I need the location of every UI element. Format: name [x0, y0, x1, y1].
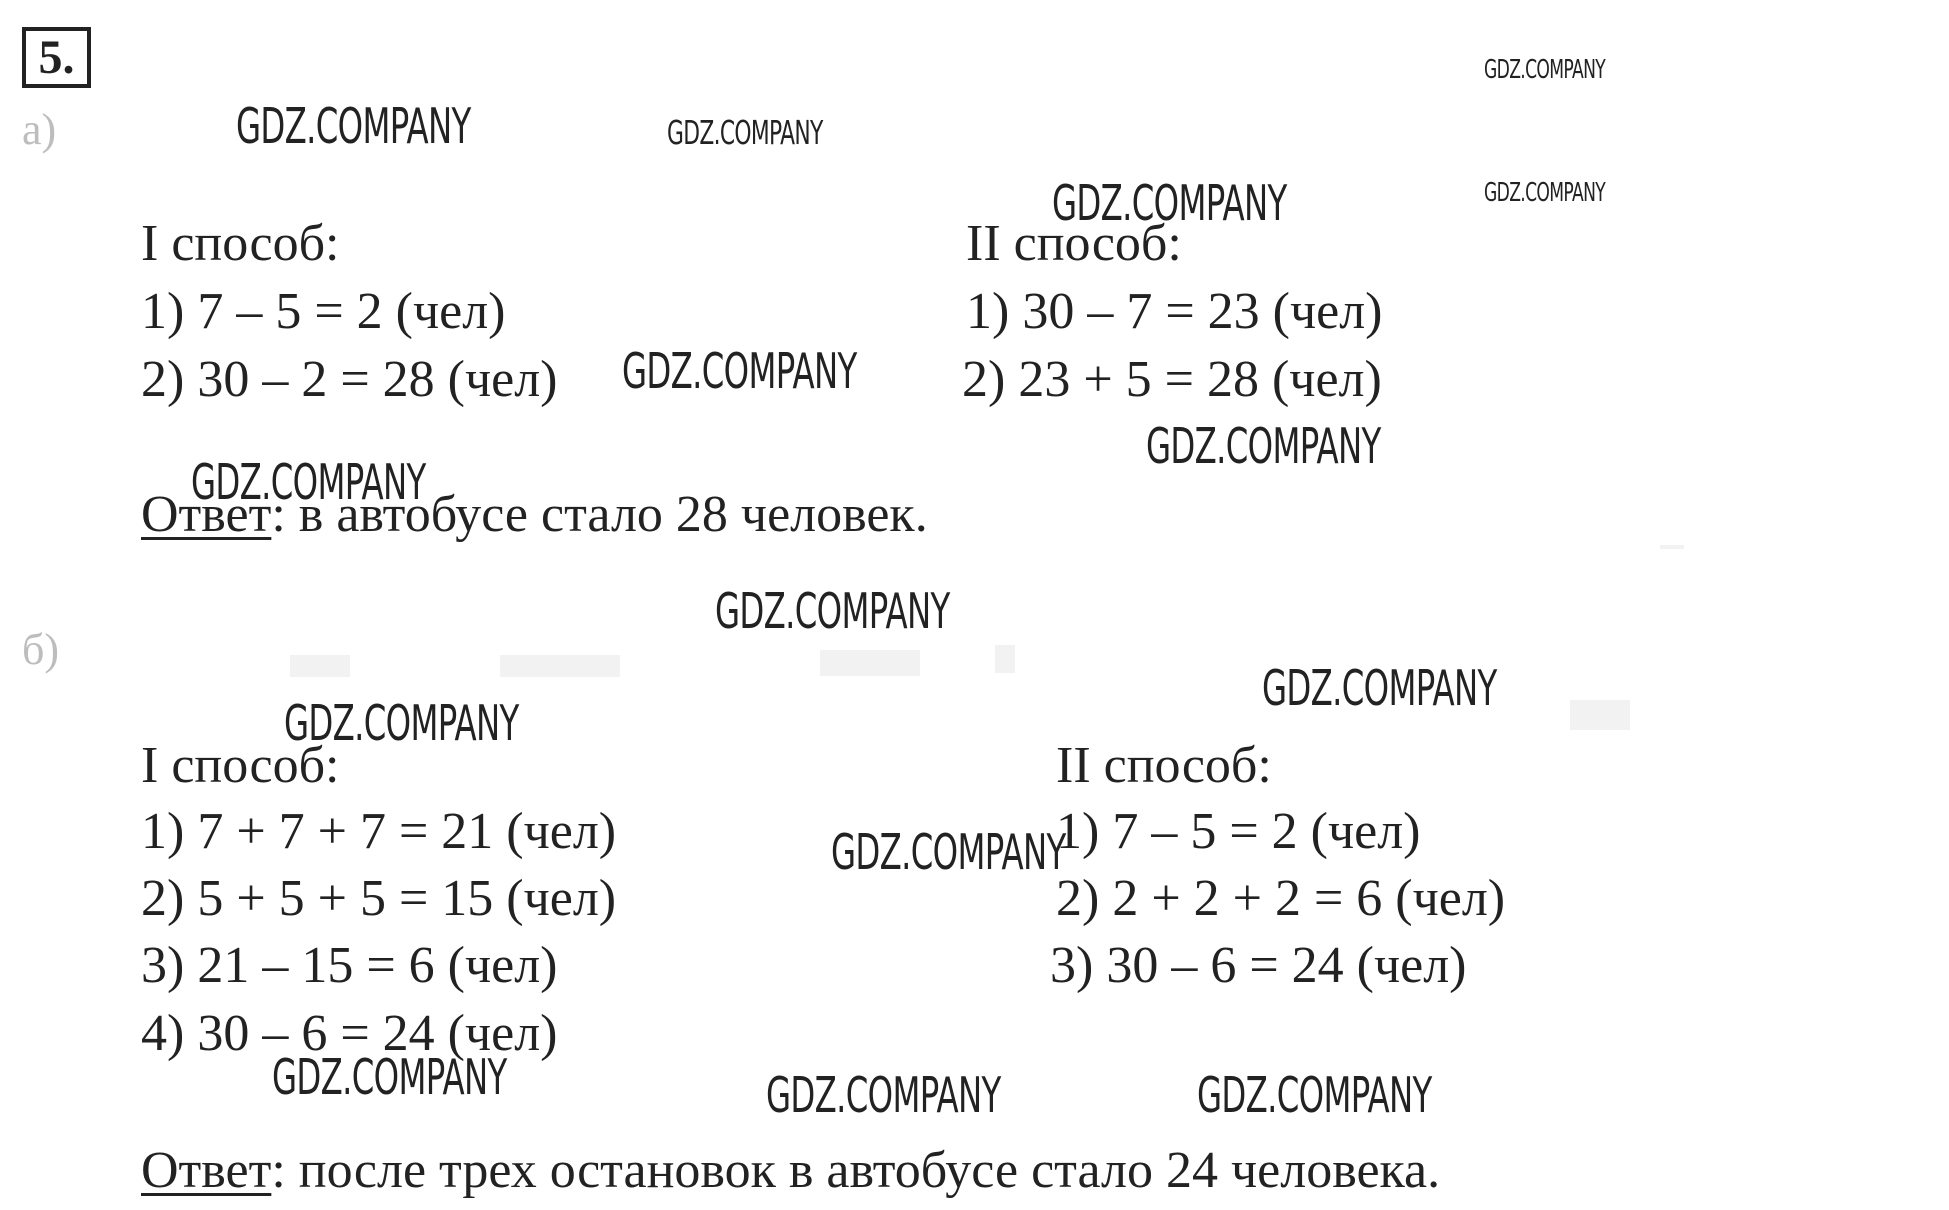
part-b-method1-title: I способ: [141, 737, 340, 794]
part-a-method1-title: I способ: [141, 215, 340, 272]
part-b-method1-step: 3) 21 – 15 = 6 (чел) [141, 937, 558, 994]
background-ghost-mark [500, 655, 620, 677]
answer-label: Ответ [141, 486, 272, 543]
part-a-method2-step: 2) 23 + 5 = 28 (чел) [962, 351, 1382, 408]
watermark: GDZ.COMPANY [1484, 55, 1606, 85]
watermark: GDZ.COMPANY [667, 113, 823, 152]
watermark: GDZ.COMPANY [1052, 175, 1287, 232]
background-ghost-mark [1660, 545, 1684, 549]
watermark: GDZ.COMPANY [1146, 418, 1381, 475]
part-a-method1-step: 1) 7 – 5 = 2 (чел) [141, 283, 506, 340]
watermark: GDZ.COMPANY [831, 824, 1066, 881]
answer-text: : в автобусе стало 28 человек. [271, 486, 928, 543]
part-b-method2-step: 2) 2 + 2 + 2 = 6 (чел) [1056, 870, 1506, 927]
watermark: GDZ.COMPANY [1262, 660, 1497, 717]
part-b-method1-step: 2) 5 + 5 + 5 = 15 (чел) [141, 870, 617, 927]
part-b-method2-step: 3) 30 – 6 = 24 (чел) [1050, 937, 1467, 994]
part-b-answer [141, 1142, 1441, 1199]
part-b-method1-step: 1) 7 + 7 + 7 = 21 (чел) [141, 803, 617, 860]
watermark: GDZ.COMPANY [284, 695, 519, 752]
task-number-box: 5. [22, 27, 91, 88]
part-b-method2-step: 1) 7 – 5 = 2 (чел) [1056, 803, 1421, 860]
watermark: GDZ.COMPANY [272, 1049, 507, 1106]
part-a-method1-step: 2) 30 – 2 = 28 (чел) [141, 351, 558, 408]
part-b-method1-step: 4) 30 – 6 = 24 (чел) [141, 1005, 558, 1062]
answer-text: : после трех остановок в автобусе стало 24 человека. [271, 1142, 1441, 1199]
part-b-method2-title: II способ: [1056, 737, 1272, 794]
watermark: GDZ.COMPANY [766, 1067, 1001, 1124]
part-b-label: б) [22, 625, 60, 674]
part-a-method2-title: II способ: [966, 215, 1182, 272]
watermark: GDZ.COMPANY [236, 98, 471, 155]
watermark: GDZ.COMPANY [1484, 178, 1606, 208]
watermark: GDZ.COMPANY [191, 454, 426, 511]
watermark: GDZ.COMPANY [622, 343, 857, 400]
answer-label: Ответ [141, 1142, 272, 1199]
watermark: GDZ.COMPANY [715, 583, 950, 640]
background-ghost-mark [1570, 700, 1630, 730]
watermark: GDZ.COMPANY [1197, 1067, 1432, 1124]
background-ghost-mark [995, 645, 1015, 673]
part-a-method2-step: 1) 30 – 7 = 23 (чел) [966, 283, 1383, 340]
part-a-label: а) [22, 105, 57, 154]
background-ghost-mark [820, 650, 920, 676]
background-ghost-mark [290, 655, 350, 677]
